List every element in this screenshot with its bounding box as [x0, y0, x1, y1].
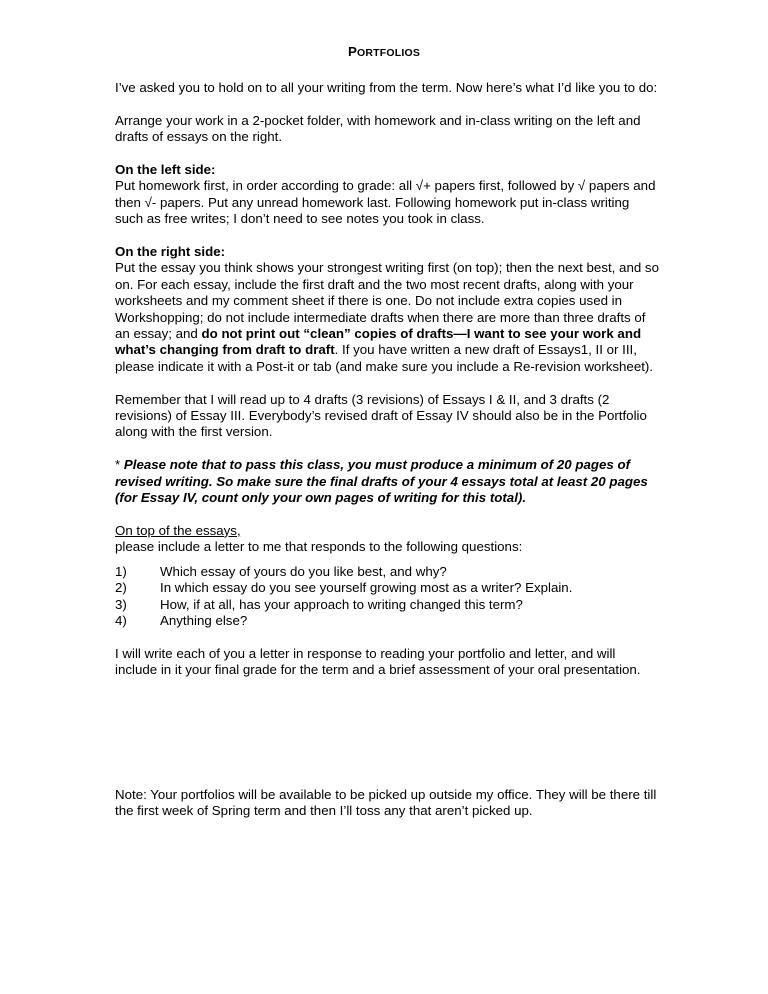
page-title: [0, 44, 768, 61]
list-item: [115, 564, 660, 580]
right-side-section: [115, 244, 660, 375]
blank-space: [115, 695, 660, 787]
list-item-text: In which essay do you see yourself growing most as a writer? Explain.: [160, 580, 573, 596]
questions-list: [115, 564, 660, 630]
right-side-body-after: . If you have written a new draft of Essays1, II or III, please indicate it with a Post-it or tab (and make sure you include a Re-revision worksheet).: [115, 342, 654, 374]
letter-instructions: please include a letter to me that responds to the following questions:: [115, 539, 523, 555]
pass-requirement-text: Please note that to pass this class, you must produce a minimum of 20 pages of revised writing. So make sure the final drafts of your 4 essays total at least 20 pages (for Essay IV, count only your own pages of writing for this total).: [115, 457, 648, 506]
intro-paragraph: I’ve asked you to hold on to all your writing from the term. Now here’s what I’d like you to do:: [115, 80, 658, 95]
list-item-text: Anything else?: [160, 612, 248, 628]
right-side-heading: On the right side:: [115, 244, 226, 260]
left-side-body: Put homework first, in order according to grade: all √+ papers first, followed by √ papers and then √- papers. Put any unread homework last. Following homework put in-class writing such as free writes; I don’t need to see notes you took in class.: [115, 178, 656, 227]
title-rest: ORTFOLIOS: [357, 47, 421, 59]
list-item-text: How, if at all, has your approach to writing changed this term?: [160, 596, 523, 612]
arrange-paragraph: Arrange your work in a 2-pocket folder, with homework and in-class writing on the left and drafts of essays on the right.: [115, 112, 641, 145]
asterisk: *: [115, 457, 124, 473]
pass-requirement-note: [115, 457, 660, 506]
list-item-number: 2): [115, 580, 127, 596]
remember-paragraph: Remember that I will read up to 4 drafts (3 revisions) of Essays I & II, and 3 drafts (2 revisions) of Essay III. Everybody’s revised draft of Essay IV should also be in the Portfolio along with the first version.: [115, 391, 647, 440]
left-side-heading: On the left side:: [115, 162, 216, 177]
list-item-number: 4): [115, 612, 127, 628]
list-item-number: 3): [115, 596, 127, 612]
list-item-text: Which essay of yours do you like best, and why?: [160, 563, 447, 579]
closing-paragraph: I will write each of you a letter in response to reading your portfolio and letter, and will include in it your final grade for the term and a brief assessment of your oral presentation.: [115, 645, 641, 678]
right-side-body-before: Put the essay you think shows your strongest writing first (on top); then the next best, and so on. For each essay, include the first draft and the two most recent drafts, along with your worksheets and my comment sheet if there is one. Do not include extra copies used in Workshopping; do not include intermediate drafts when there are more than three drafts of an essay; and: [115, 260, 659, 342]
letter-underlined-heading: On top of the essays,: [115, 522, 241, 538]
right-side-body-bold: do not print out “clean” copies of drafts—I want to see your work and what’s changing from draft to draft: [115, 326, 642, 358]
title-first-letter: P: [347, 44, 358, 59]
letter-section: [115, 523, 660, 556]
pickup-note: Note: Your portfolios will be available to be picked up outside my office. They will be there till the first week of Spring term and then I’ll toss any that aren’t picked up.: [115, 786, 657, 819]
document-body: [115, 80, 660, 836]
list-item: [115, 580, 660, 596]
list-item-number: 1): [115, 563, 127, 579]
left-side-section: [115, 162, 660, 228]
list-item: [115, 613, 660, 629]
list-item: [115, 597, 660, 613]
